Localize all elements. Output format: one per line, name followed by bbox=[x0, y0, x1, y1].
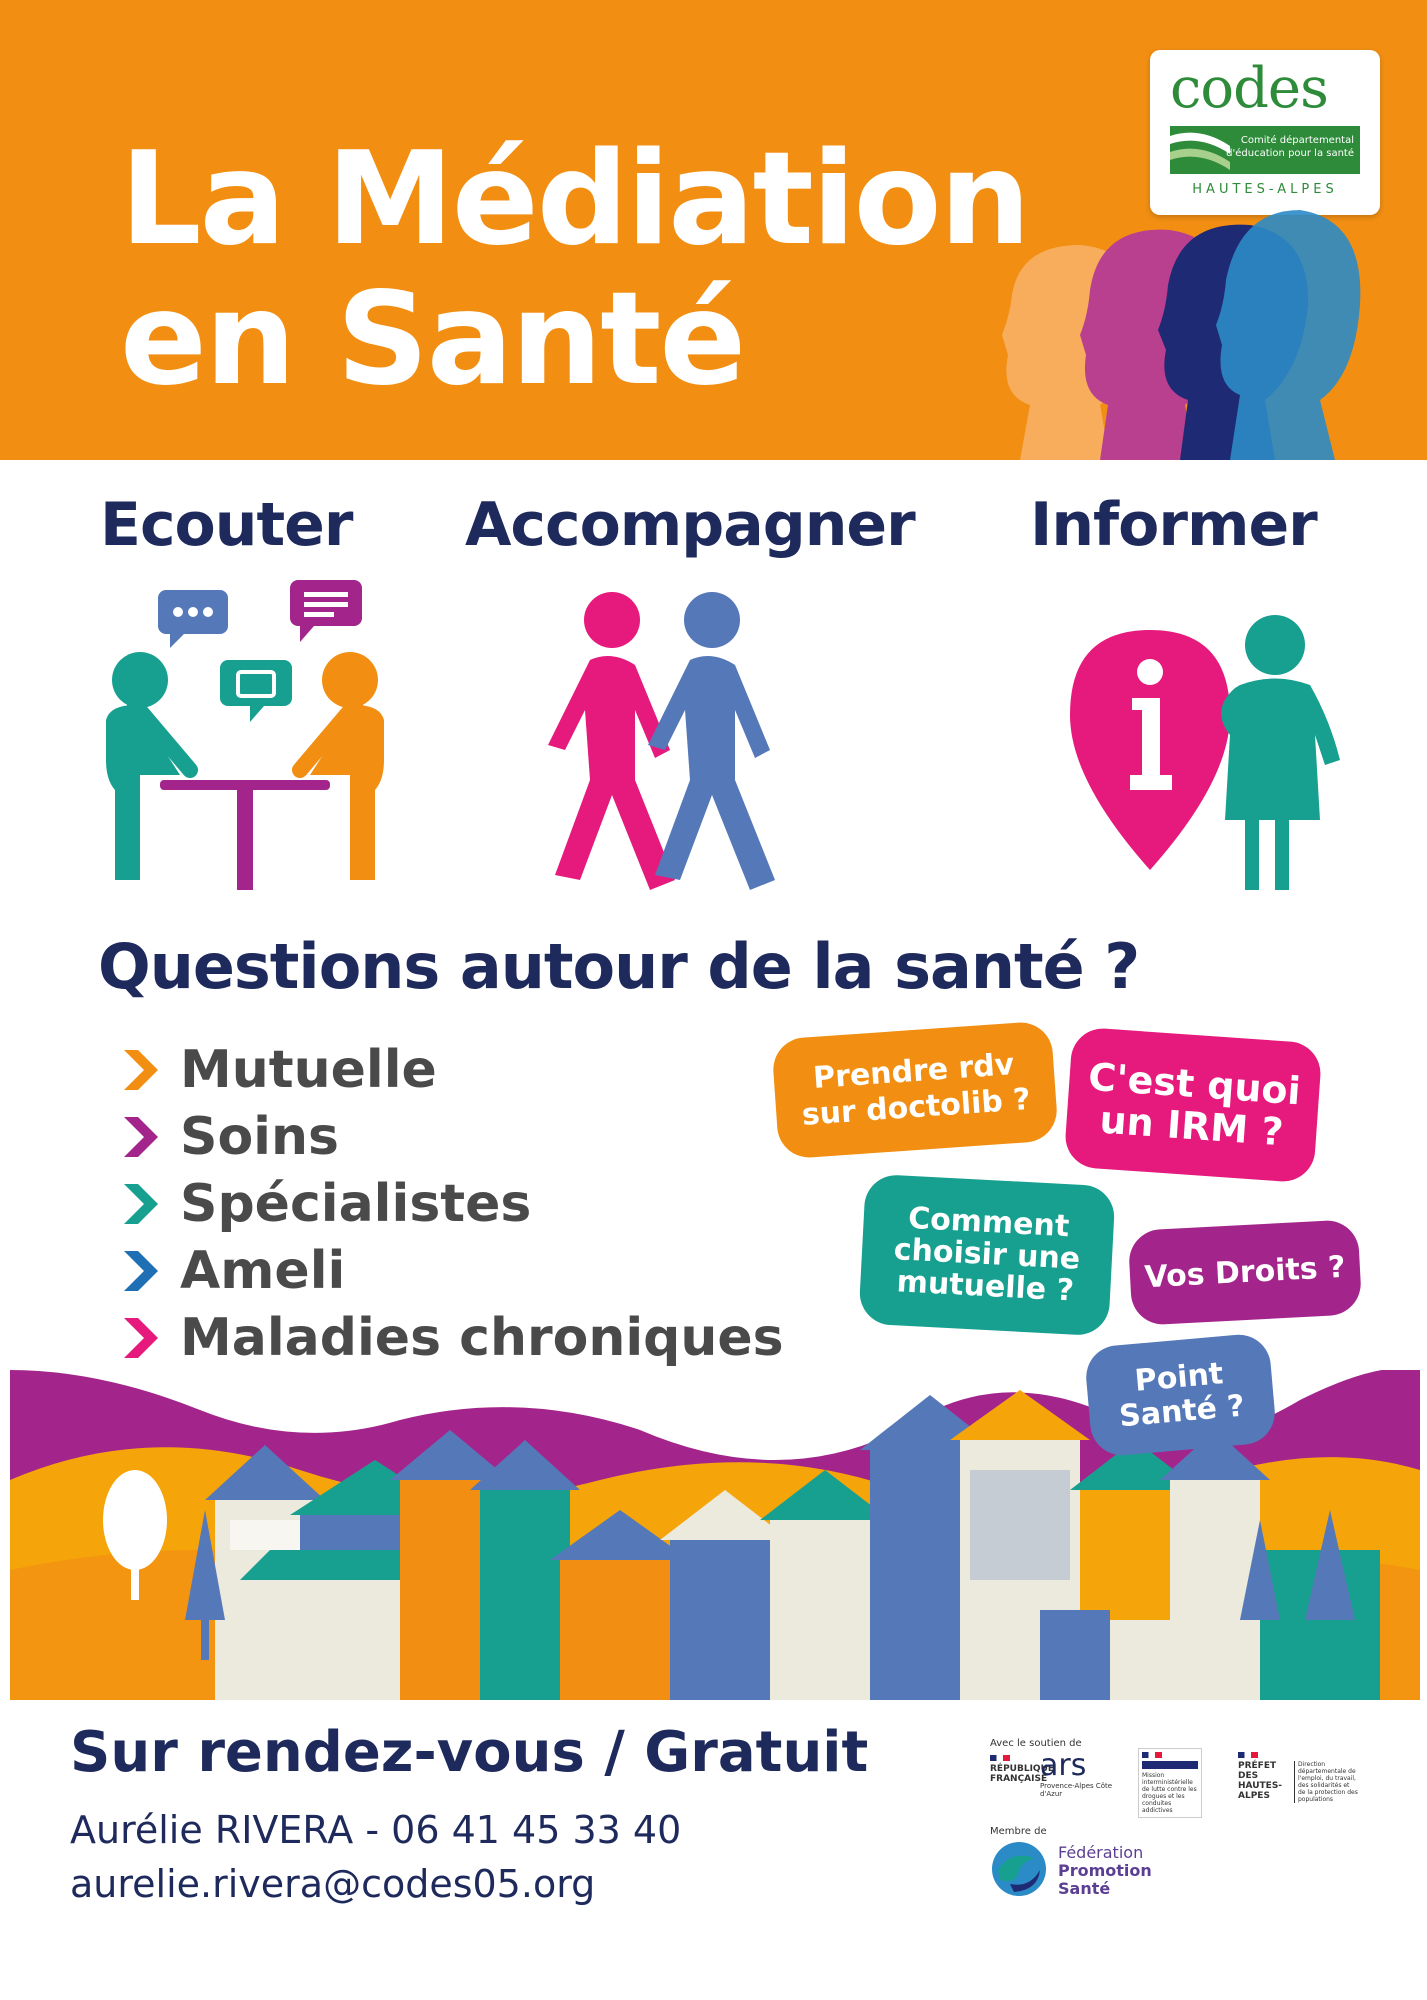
contact-name-phone: Aurélie RIVERA - 06 41 45 33 40 bbox=[70, 1808, 682, 1852]
question-bubble-irm bbox=[1063, 1026, 1322, 1183]
partner-republique-text: RÉPUBLIQUE FRANÇAISE bbox=[990, 1764, 1055, 1784]
codes-logo bbox=[1150, 50, 1380, 215]
federation-text bbox=[1058, 1844, 1152, 1898]
codes-logo-band bbox=[1170, 126, 1360, 174]
topic-label: Spécialistes bbox=[180, 1174, 532, 1234]
bubble-line: sur doctolib ? bbox=[800, 1082, 1032, 1133]
listening-conversation-icon bbox=[100, 580, 400, 900]
topic-label: Maladies chroniques bbox=[180, 1308, 784, 1368]
chevron-right-icon bbox=[118, 1182, 162, 1226]
topic-label: Mutuelle bbox=[180, 1040, 437, 1100]
ars-word: ars bbox=[1040, 1748, 1087, 1783]
verb-ecouter: Ecouter bbox=[100, 490, 353, 560]
verb-informer: Informer bbox=[1030, 490, 1317, 560]
federation-line-1: Fédération bbox=[1058, 1843, 1144, 1862]
prefet-text: PRÉFET DES HAUTES-ALPES bbox=[1238, 1761, 1283, 1801]
contact-email: aurelie.rivera@codes05.org bbox=[70, 1862, 596, 1906]
chevron-right-icon bbox=[118, 1249, 162, 1293]
partner-ars-logo bbox=[1040, 1750, 1120, 1798]
bubble-line: Santé ? bbox=[1117, 1388, 1247, 1435]
bubble-line: Prendre rdv bbox=[812, 1047, 1016, 1097]
bubble-line: un IRM ? bbox=[1098, 1097, 1285, 1155]
questions-title: Questions autour de la santé ? bbox=[98, 930, 1140, 1003]
federation-swirl-icon bbox=[990, 1840, 1048, 1898]
question-bubble-droits bbox=[1128, 1219, 1363, 1326]
ars-subtitle: Provence-Alpes Côte d'Azur bbox=[1040, 1782, 1113, 1798]
verb-accompagner: Accompagner bbox=[465, 490, 915, 560]
chevron-right-icon bbox=[118, 1048, 162, 1092]
question-bubble-point-sante bbox=[1084, 1332, 1278, 1458]
codes-logo-word: codes bbox=[1170, 56, 1328, 121]
chevron-right-icon bbox=[118, 1316, 162, 1360]
footer-title: Sur rendez-vous / Gratuit bbox=[70, 1720, 869, 1785]
flag-icon bbox=[1238, 1752, 1258, 1758]
partner-mildeca-logo bbox=[1138, 1748, 1202, 1818]
header-banner bbox=[0, 0, 1427, 460]
page-title bbox=[120, 125, 1029, 414]
question-bubble-mutuelle bbox=[858, 1174, 1116, 1337]
bubble-line: Comment bbox=[907, 1200, 1071, 1245]
bubble-line: C'est quoi bbox=[1086, 1054, 1303, 1114]
codes-subtitle-1: Comité départemental bbox=[1240, 135, 1354, 146]
partner-prefet-logo bbox=[1238, 1752, 1358, 1803]
information-pin-icon bbox=[1060, 610, 1360, 900]
mildeca-band bbox=[1142, 1761, 1198, 1769]
codes-subtitle-2: d'éducation pour la santé bbox=[1226, 148, 1354, 159]
title-line-1: La Médiation bbox=[120, 125, 1029, 274]
topic-label: Ameli bbox=[180, 1241, 346, 1301]
topic-label: Soins bbox=[180, 1107, 339, 1167]
mildeca-text: Mission interministérielle de lutte contre les drogues et les conduites addictives bbox=[1142, 1772, 1197, 1814]
member-label: Membre de bbox=[990, 1826, 1047, 1837]
question-bubble-doctolib bbox=[771, 1020, 1059, 1159]
title-line-2: en Santé bbox=[120, 265, 745, 414]
bubble-line: mutuelle ? bbox=[895, 1264, 1075, 1309]
flag-icon bbox=[990, 1755, 1010, 1761]
support-label: Avec le soutien de bbox=[990, 1738, 1082, 1749]
prefet-subtitle: Direction départementale de l'emploi, du travail, des solidarités et de la protection des populations bbox=[1294, 1761, 1358, 1803]
bubble-line: Point bbox=[1133, 1356, 1225, 1399]
codes-logo-region: HAUTES-ALPES bbox=[1192, 182, 1338, 197]
accompanying-walkers-icon bbox=[540, 580, 800, 900]
flag-icon bbox=[1142, 1752, 1162, 1758]
bubble-line: Vos Droits ? bbox=[1143, 1249, 1347, 1295]
bubble-line: choisir une bbox=[892, 1232, 1082, 1277]
faces-illustration bbox=[990, 205, 1370, 460]
codes-logo-subtitle bbox=[1226, 134, 1354, 160]
chevron-right-icon bbox=[118, 1115, 162, 1159]
federation-line-3: Santé bbox=[1058, 1879, 1111, 1898]
federation-line-2: Promotion bbox=[1058, 1861, 1152, 1880]
